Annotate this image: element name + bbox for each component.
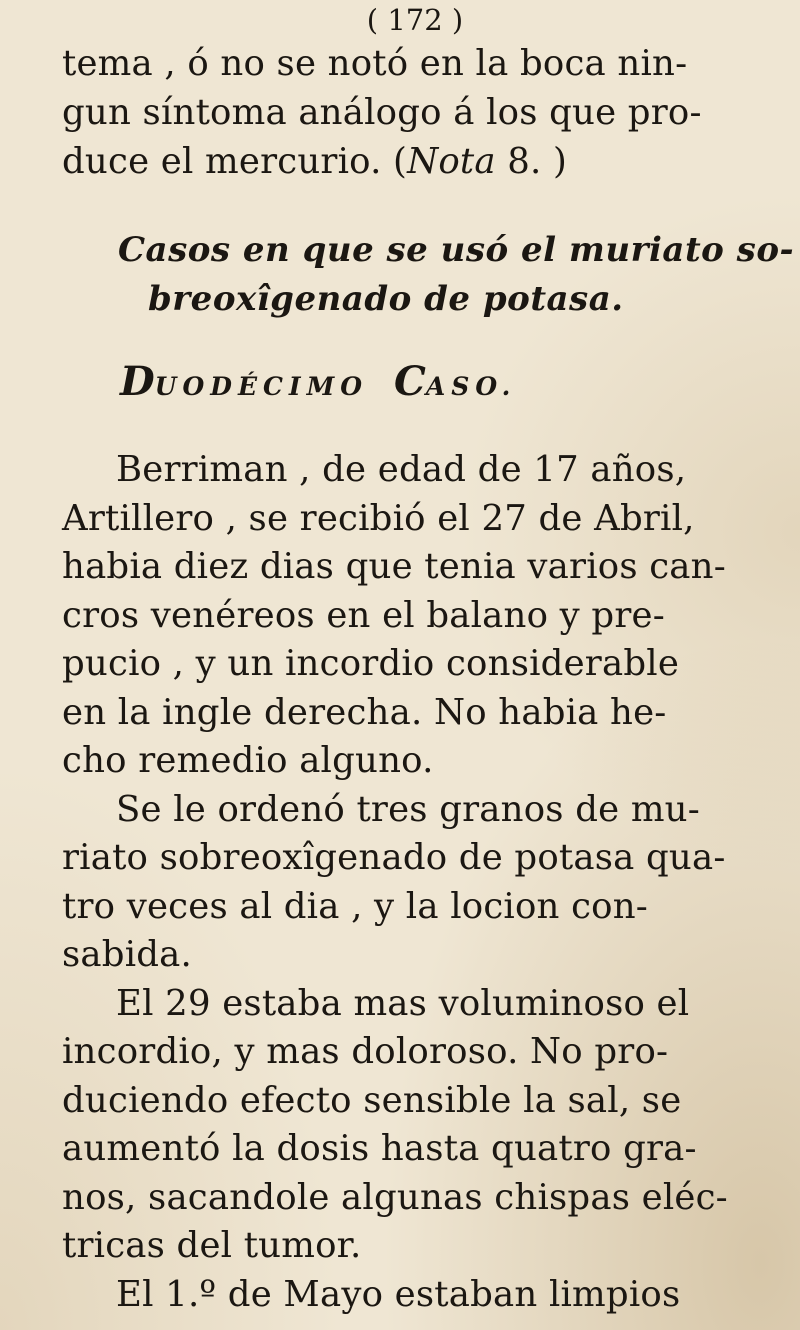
- case-title-rest: ASO.: [425, 372, 517, 401]
- paragraph-line: en la ingle derecha. No habia he-: [62, 692, 667, 733]
- paragraph-line: Artillero , se recibió el 27 de Abril,: [62, 498, 695, 539]
- case-title-initial: C: [394, 358, 426, 405]
- text-line: gun síntoma análogo á los que pro-: [62, 92, 702, 133]
- paragraph-line: tricas del tumor.: [62, 1225, 362, 1266]
- paragraph-line: nos, sacandole algunas chispas eléc-: [62, 1177, 728, 1218]
- case-title-rest: UODÉCIMO: [154, 372, 369, 401]
- paragraph-line: Berriman , de edad de 17 años,: [116, 449, 687, 490]
- section-heading-line: breoxîgenado de potasa.: [148, 279, 624, 319]
- page-number: ( 172 ): [366, 3, 464, 37]
- paragraph-line: El 1.º de Mayo estaban limpios: [116, 1274, 681, 1315]
- paragraph-line: tro veces al dia , y la locion con-: [62, 886, 648, 927]
- paragraph-line: sabida.: [62, 934, 193, 975]
- text-span: 8. ): [495, 141, 568, 182]
- paragraph-line: incordio, y mas doloroso. No pro-: [62, 1031, 669, 1072]
- paragraph-line: duciendo efecto sensible la sal, se: [62, 1080, 682, 1121]
- section-heading-line: Casos en que se usó el muriato so-: [118, 230, 795, 270]
- text-span: duce el mercurio. (: [62, 141, 408, 182]
- paragraph-line: cros venéreos en el balano y pre-: [62, 595, 665, 636]
- paragraph-line: riato sobreoxîgenado de potasa qua-: [62, 837, 726, 878]
- case-title: [120, 357, 516, 415]
- paragraph-line: El 29 estaba mas voluminoso el: [116, 983, 690, 1024]
- text-line: [62, 140, 567, 184]
- paragraph-line: habia diez dias que tenia varios can-: [62, 546, 726, 587]
- paragraph-line: pucio , y un incordio considerable: [62, 643, 680, 684]
- case-title-initial: D: [120, 358, 155, 405]
- text-line: tema , ó no se notó en la boca nin-: [62, 43, 688, 84]
- paragraph-line: aumentó la dosis hasta quatro gra-: [62, 1128, 697, 1169]
- italic-reference: Nota: [407, 141, 496, 182]
- paragraph-line: cho remedio alguno.: [62, 740, 434, 781]
- paragraph-line: Se le ordenó tres granos de mu-: [116, 789, 700, 830]
